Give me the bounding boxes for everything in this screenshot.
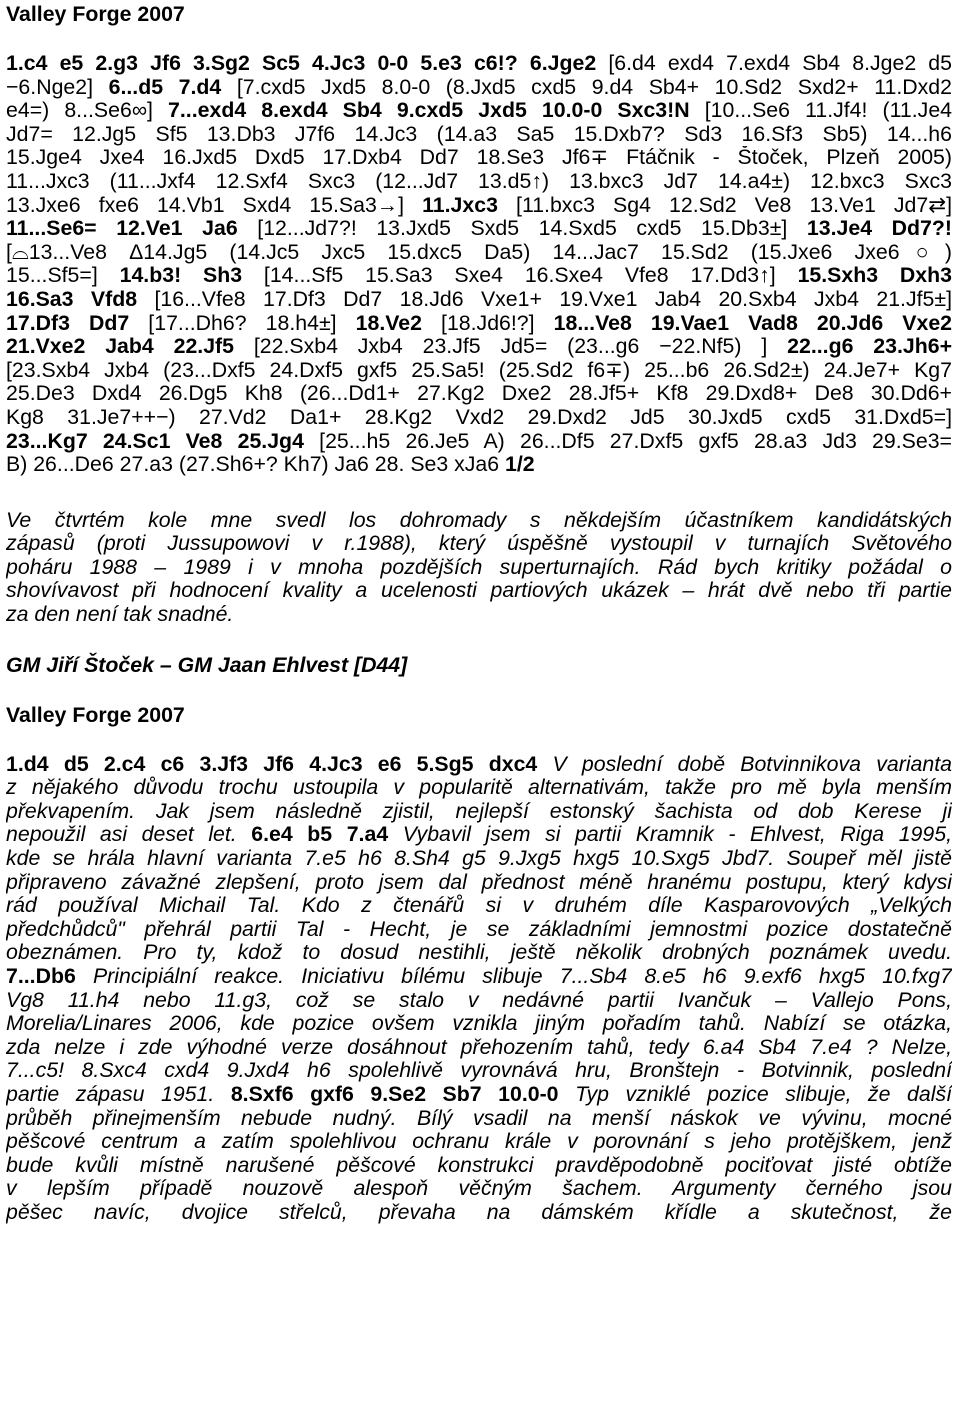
text-line: rád používal Michail Tal. Kdo z čtenářů si v druhém díle Kasparovových „Velkých bbox=[6, 894, 952, 918]
text-line: partie zápasu 1951. 8.Sxf6 gxf6 9.Se2 Sb7 10.0-0 Typ vzniklé pozice slibuje, že další bbox=[6, 1082, 952, 1106]
commentary-line: shovívavost při hodnocení kvality a ucelenosti partiových ukázek – hrát dvě nebo tři partie bbox=[6, 579, 952, 603]
move-line: Jd7= 12.Jg5 Sf5 13.Db3 J7f6 14.Jc3 (14.a3 Sa5 15.Dxb7? Sd3 16.Sf3 Sb5) 14...h6 bbox=[6, 122, 952, 146]
move-line: 11...Se6= 12.Ve1 Ja6 [12...Jd7?! 13.Jxd5 Sxd5 14.Sxd5 cxd5 15.Db3±] 13.Je4 Dd7?! bbox=[6, 217, 952, 241]
move-line: 1.c4 e5 2.g3 Jf6 3.Sg2 Sc5 4.Jc3 0-0 5.e3 c6!? 6.Jge2 [6.d4 exd4 7.exd4 Sb4 8.Jge2 d5 bbox=[6, 52, 952, 75]
move-line: 13.Jxe6 fxe6 14.Vb1 Sxd4 15.Sa3→] 11.Jxc3 [11.bxc3 Sg4 12.Sd2 Ve8 13.Ve1 Jd7⇄] bbox=[6, 193, 952, 217]
text-line: pěšec navíc, dvojice střelců, převaha na dámském křídle a skutečnost, že bbox=[6, 1200, 952, 1224]
game-1-moves bbox=[6, 52, 952, 477]
text-line: z nějakého důvodu trochu ustoupila v popularitě alternativám, takže pro mě byla menším bbox=[6, 776, 952, 800]
text-line: kde se hrála hlavní varianta 7.e5 h6 8.Sh4 g5 9.Jxg5 hxg5 10.Sxg5 Jbd7. Soupeř měl jistě bbox=[6, 847, 952, 871]
game-2-text bbox=[6, 753, 952, 1225]
text-line: bude kvůli místně narušené pěšcové konstrukci pravděpodobně pociťovat jisté obtíže bbox=[6, 1153, 952, 1177]
text-line: nepoužil asi deset let. 6.e4 b5 7.a4 Vybavil jsem si partii Kramnik - Ehlvest, Riga 1995, bbox=[6, 823, 952, 847]
text-line: obeznámen. Pro ty, kdož to dosud nestihli, ještě několik drobných poznámek uvedu. bbox=[6, 941, 952, 965]
commentary-line: za den není tak snadné. bbox=[6, 603, 234, 627]
commentary-line: poháru 1988 – 1989 i v mnoha pozdějších superturnajích. Rád bych kritiky požádal o bbox=[6, 555, 952, 579]
move-line: 21.Vxe2 Jab4 22.Jf5 [22.Sxb4 Jxb4 23.Jf5 Jd5= (23...g6 −22.Nf5) ] 22...g6 23.Jh6+ bbox=[6, 335, 952, 359]
move-line: 11...Jxc3 (11...Jxf4 12.Sxf4 Sxc3 (12...Jd7 13.d5↑) 13.bxc3 Jd7 14.a4±) 12.bxc3 Sxc3 bbox=[6, 169, 952, 193]
game-2-event: Valley Forge 2007 bbox=[6, 702, 185, 727]
move-line: 15.Jge4 Jxe4 16.Jxd5 Dxd5 17.Dxb4 Dd7 18.Se3 Jf6∓ Ftáčnik - Štoček, Plzeň 2005) bbox=[6, 146, 952, 170]
commentary-line: Ve čtvrtém kole mne svedl los dohromady s někdejším účastníkem kandidátských bbox=[6, 508, 952, 532]
move-line: Kg8 31.Je7++−) 27.Vd2 Da1+ 28.Kg2 Vxd2 29.Dxd2 Jd5 30.Jxd5 cxd5 31.Dxd5=] bbox=[6, 405, 952, 429]
commentary-1 bbox=[6, 509, 952, 627]
move-line: 23...Kg7 24.Sc1 Ve8 25.Jg4 [25...h5 26.Je5 A) 26...Df5 27.Dxf5 gxf5 28.a3 Jd3 29.Se3= bbox=[6, 429, 952, 453]
event-title: Valley Forge 2007 bbox=[6, 2, 185, 26]
move-line: 25.De3 Dxd4 26.Dg5 Kh8 (26...Dd1+ 27.Kg2 Dxe2 28.Jf5+ Kf8 29.Dxd8+ De8 30.Dd6+ bbox=[6, 382, 952, 406]
text-line: pěšcové centrum a zatím spolehlivou ochranu krále v porovnání s jeho protějškem, jenž bbox=[6, 1130, 952, 1154]
move-line: B) 26...De6 27.a3 (27.Sh6+? Kh7) Ja6 28. Se3 xJa6 1/2 bbox=[6, 453, 535, 477]
text-line: 7...c5! 8.Sxc4 cxd4 9.Jxd4 h6 spolehlivě vyrovnává hru, Bronštejn - Botvinnik, poslední bbox=[6, 1059, 952, 1083]
move-line: [⌓13...Ve8 Δ14.Jg5 (14.Jc5 Jxc5 15.dxc5 Da5) 14...Jac7 15.Sd2 (15.Jxe6 Jxe6○) bbox=[6, 240, 952, 264]
game-2-players: GM Jiří Štoček – GM Jaan Ehlvest [D44] bbox=[6, 652, 408, 677]
move-line: 17.Df3 Dd7 [17...Dh6? 18.h4±] 18.Ve2 [18.Jd6!?] 18...Ve8 19.Vae1 Vad8 20.Jd6 Vxe2 bbox=[6, 311, 952, 335]
move-line: 16.Sa3 Vfd8 [16...Vfe8 17.Df3 Dd7 18.Jd6 Vxe1+ 19.Vxe1 Jab4 20.Sxb4 Jxb4 21.Jf5±] bbox=[6, 287, 952, 311]
text-line: průběh přinejmenším nebude nudný. Bílý vsadil na menší náskok ve vývinu, mocné bbox=[6, 1106, 952, 1130]
commentary-line: zápasů (proti Jussupowovi v r.1988), který úspěšně vystoupil v turnajích Světového bbox=[6, 532, 952, 556]
move-line: 15...Sf5=] 14.b3! Sh3 [14...Sf5 15.Sa3 Sxe4 16.Sxe4 Vfe8 17.Dd3↑] 15.Sxh3 Dxh3 bbox=[6, 264, 952, 288]
move-line: [23.Sxb4 Jxb4 (23...Dxf5 24.Dxf5 gxf5 25.Sa5! (25.Sd2 f6∓) 25...b6 26.Sd2±) 24.Je7+ Kg7 bbox=[6, 358, 952, 382]
text-line: v lepším případě nouzově alespoň věčným šachem. Argumenty černého jsou bbox=[6, 1177, 952, 1201]
text-line: zda nelze i zde výhodné verze dosáhnout přehozením tahů, tedy 6.a4 Sb4 7.e4 ? Nelze, bbox=[6, 1035, 952, 1059]
text-line: překvapením. Jak jsem následně zjistil, nejlepší estonský šachista od dob Kerese ji bbox=[6, 799, 952, 823]
move-line: e4=) 8...Se6∞] 7...exd4 8.exd4 Sb4 9.cxd5 Jxd5 10.0-0 Sxc3!N [10...Se6 11.Jf4! (11.Je4 bbox=[6, 99, 952, 123]
text-line: Vg8 11.h4 nebo 11.g3, což se stalo v nedávné partii Ivančuk – Vallejo Pons, bbox=[6, 988, 952, 1012]
text-line: Morelia/Linares 2006, kde pozice ovšem vznikla jiným pořadím tahů. Nabízí se otázka, bbox=[6, 1012, 952, 1036]
text-line: připraveno závažné zlepšení, proto jsem dal přednost méně hranému postupu, který kdysi bbox=[6, 870, 952, 894]
text-line: 7...Db6 Principiální reakce. Iniciativu bílému slibuje 7...Sb4 8.e5 h6 9.exf6 hxg5 10.fxg7 bbox=[6, 965, 952, 988]
move-line: −6.Nge2] 6...d5 7.d4 [7.cxd5 Jxd5 8.0-0 (8.Jxd5 cxd5 9.d4 Sb4+ 10.Sd2 Sxd2+ 11.Dxd2 bbox=[6, 75, 952, 99]
text-line: 1.d4 d5 2.c4 c6 3.Jf3 Jf6 4.Jc3 e6 5.Sg5 dxc4 V poslední době Botvinnikova varianta bbox=[6, 752, 952, 776]
text-line: předchůdců" přehrál partii Tal - Hecht, je se základními jemnostmi pozice dostatečně bbox=[6, 917, 952, 941]
